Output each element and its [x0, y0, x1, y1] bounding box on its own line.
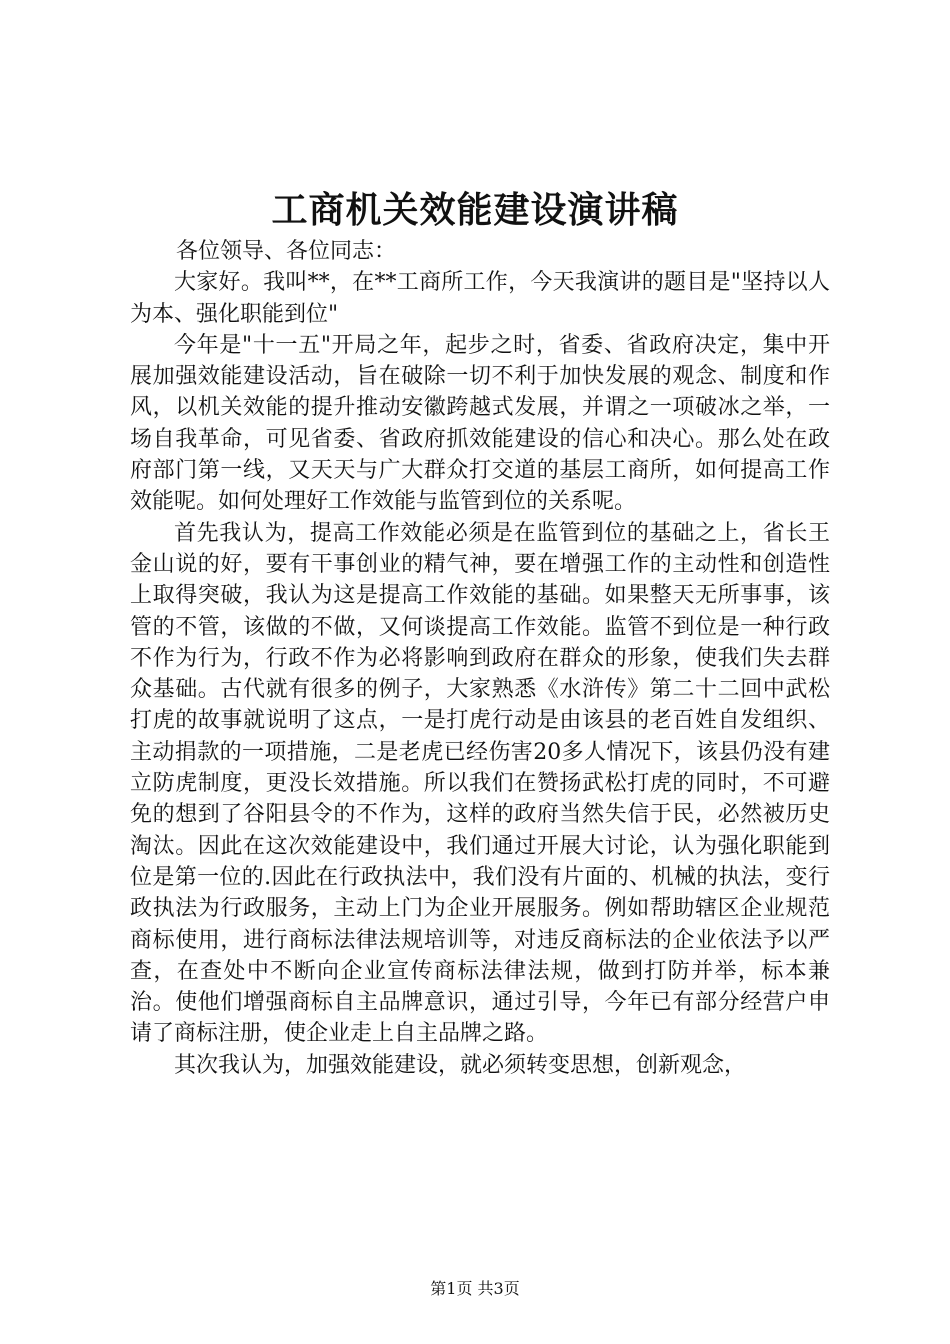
salutation: 各位领导、各位同志：: [176, 239, 397, 264]
paragraph-second-point: 其次我认为，加强效能建设，就必须转变思想，创新观念，: [174, 1052, 747, 1078]
document-body: [130, 236, 830, 1081]
page-number-footer: 第1页 共3页: [430, 1279, 520, 1298]
paragraph-first-point: 首先我认为，提高工作效能必须是在监管到位的基础之上，省长王金山说的好，要有干事创业的精气神，要在增强工作的主动性和创造性上取得突破，我认为这是提高工作效能的基础。如果整天无所事事，该管的不管，该做的不做，又何谈提高工作效能。监管不到位是一种行政不作为行为，行政不作为必将影响到政府在群众的形象，使我们失去群众基础。古代就有很多的例子，大家熟悉《水浒传》第二十二回中武松打虎的故事就说明了这点，一是打虎行动是由该县的老百姓自发组织、主动捐款的一项措施，二是老虎已经伤害20多人情况下，该县仍没有建立防虎制度，更没长效措施。所以我们在赞扬武松打虎的同时，不可避免的想到了谷阳县令的不作为，这样的政府当然失信于民，必然被历史淘汰。因此在这次效能建设中，我们通过开展大讨论，认为强化职能到位是第一位的.因此在行政执法中，我们没有片面的、机械的执法，变行政执法为行政服务，主动上门为企业开展服务。例如帮助辖区企业规范商标使用，进行商标法律法规培训等，对违反商标法的企业依法予以严查，在查处中不断向企业宣传商标法律法规，做到打防并举，标本兼治。使他们增强商标自主品牌意识，通过引导，今年已有部分经营户申请了商标注册，使企业走上自主品牌之路。: [130, 520, 830, 1047]
paragraph-greeting: 大家好。我叫**，在**工商所工作，今天我演讲的题目是"坚持以人为本、强化职能到位": [130, 270, 830, 327]
document-title: 工商机关效能建设演讲稿: [271, 189, 679, 231]
paragraph-background: 今年是"十一五"开局之年，起步之时，省委、省政府决定，集中开展加强效能建设活动，旨在破除一切不利于加快发展的观念、制度和作风，以机关效能的提升推动安徽跨越式发展，并谓之一项破冰之举，一场自我革命，可见省委、省政府抓效能建设的信心和决心。那么处在政府部门第一线，又天天与广大群众打交道的基层工商所，如何提高工作效能呢。如何处理好工作效能与监管到位的关系呢。: [130, 332, 830, 515]
